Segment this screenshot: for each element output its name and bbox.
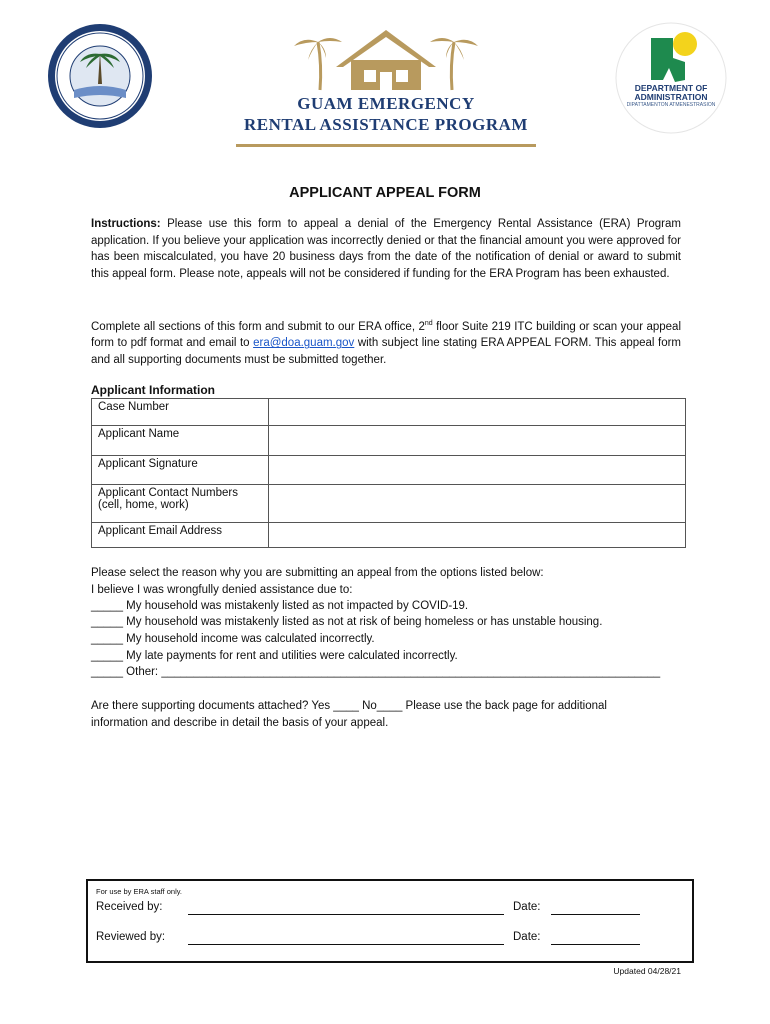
reason-option-late-payments[interactable]: _____ My late payments for rent and utilities were calculated incorrectly. (91, 650, 458, 662)
table-row (92, 399, 686, 426)
reason-prompt: Please select the reason why you are submitting an appeal from the options listed below: (91, 567, 544, 579)
applicant-signature-label: Applicant Signature (92, 456, 269, 485)
received-date-label: Date: (513, 901, 541, 913)
applicant-email-field[interactable] (269, 523, 686, 548)
logo-title-line2: RENTAL ASSISTANCE PROGRAM (244, 115, 528, 134)
table-row (92, 456, 686, 485)
applicant-name-field[interactable] (269, 426, 686, 456)
submission-text-2: floor Suite 219 ITC building or scan your appeal form to pdf format and email to (91, 320, 681, 350)
reason-option-income[interactable]: _____ My household income was calculated incorrectly. (91, 633, 375, 645)
instructions-label: Instructions: (91, 218, 161, 230)
received-by-signature-line[interactable] (188, 914, 504, 915)
doa-logo-text (615, 84, 727, 109)
received-by-label: Received by: (96, 901, 163, 913)
doa-line1: DEPARTMENT OF (634, 83, 708, 93)
reason-lead: I believe I was wrongfully denied assistance due to: (91, 584, 353, 596)
applicant-name-label: Applicant Name (92, 426, 269, 456)
submission-superscript: nd (424, 320, 433, 327)
logo-divider (236, 144, 536, 147)
case-number-field[interactable] (269, 399, 686, 426)
submission-paragraph (91, 316, 681, 369)
reviewed-date-label: Date: (513, 931, 541, 943)
department-of-administration-logo (615, 22, 727, 134)
instructions-paragraph (91, 216, 681, 282)
table-row (92, 485, 686, 523)
reviewed-by-label: Reviewed by: (96, 931, 166, 943)
reason-option-covid[interactable]: _____ My household was mistakenly listed as not impacted by COVID-19. (91, 600, 469, 612)
applicant-contact-numbers-label: Applicant Contact Numbers (cell, home, work) (92, 485, 269, 523)
applicant-contact-numbers-field[interactable] (269, 485, 686, 523)
reviewed-date-line[interactable] (551, 944, 640, 945)
reviewed-by-signature-line[interactable] (188, 944, 504, 945)
instructions-text: Please use this form to appeal a denial of the Emergency Rental Assistance (ERA) Program application. If you believe your application was incorrectly denied or that the financial amount you were approved for has been miscalculated, you have 20 business days from the date of the notification of denial or award to submit this appeal form. Please note, appeals will not be considered if funding for the ERA Program has been exhausted. (91, 218, 681, 280)
doa-line2: ADMINISTRATION (634, 92, 708, 102)
table-row (92, 426, 686, 456)
updated-date: Updated 04/28/21 (613, 966, 681, 976)
logo-title-line1: GUAM EMERGENCY (297, 94, 475, 113)
submission-text-3: with subject line stating ERA APPEAL FORM. This appeal form and all supporting documents must be submitted together. (91, 337, 682, 367)
doa-line3: DIPATTAMENTON ATMENESTRASION (626, 102, 716, 108)
applicant-information-table (91, 398, 686, 548)
staff-note: For use by ERA staff only. (96, 887, 183, 896)
form-title: APPLICANT APPEAL FORM (289, 185, 481, 201)
applicant-signature-field[interactable] (269, 456, 686, 485)
reason-option-housing[interactable]: _____ My household was mistakenly listed as not at risk of being homeless or has unstable housing. (91, 616, 603, 628)
case-number-label: Case Number (92, 399, 269, 426)
table-row (92, 523, 686, 548)
reason-option-other[interactable]: _____ Other: ______________________________________________________________________________ (91, 666, 661, 678)
received-date-line[interactable] (551, 914, 640, 915)
submission-text-1: Complete all sections of this form and submit to our ERA office, 2 (91, 320, 425, 333)
staff-use-box (86, 879, 694, 963)
applicant-email-label: Applicant Email Address (92, 523, 269, 548)
supporting-documents-question[interactable]: Are there supporting documents attached? Yes ____ No____ Please use the back page for additional (91, 700, 607, 712)
governors-seal-logo (46, 22, 154, 130)
email-link[interactable]: era@doa.guam.gov (253, 337, 355, 350)
supporting-documents-note: information and describe in detail the basis of your appeal. (91, 717, 389, 729)
applicant-information-heading: Applicant Information (91, 383, 215, 397)
